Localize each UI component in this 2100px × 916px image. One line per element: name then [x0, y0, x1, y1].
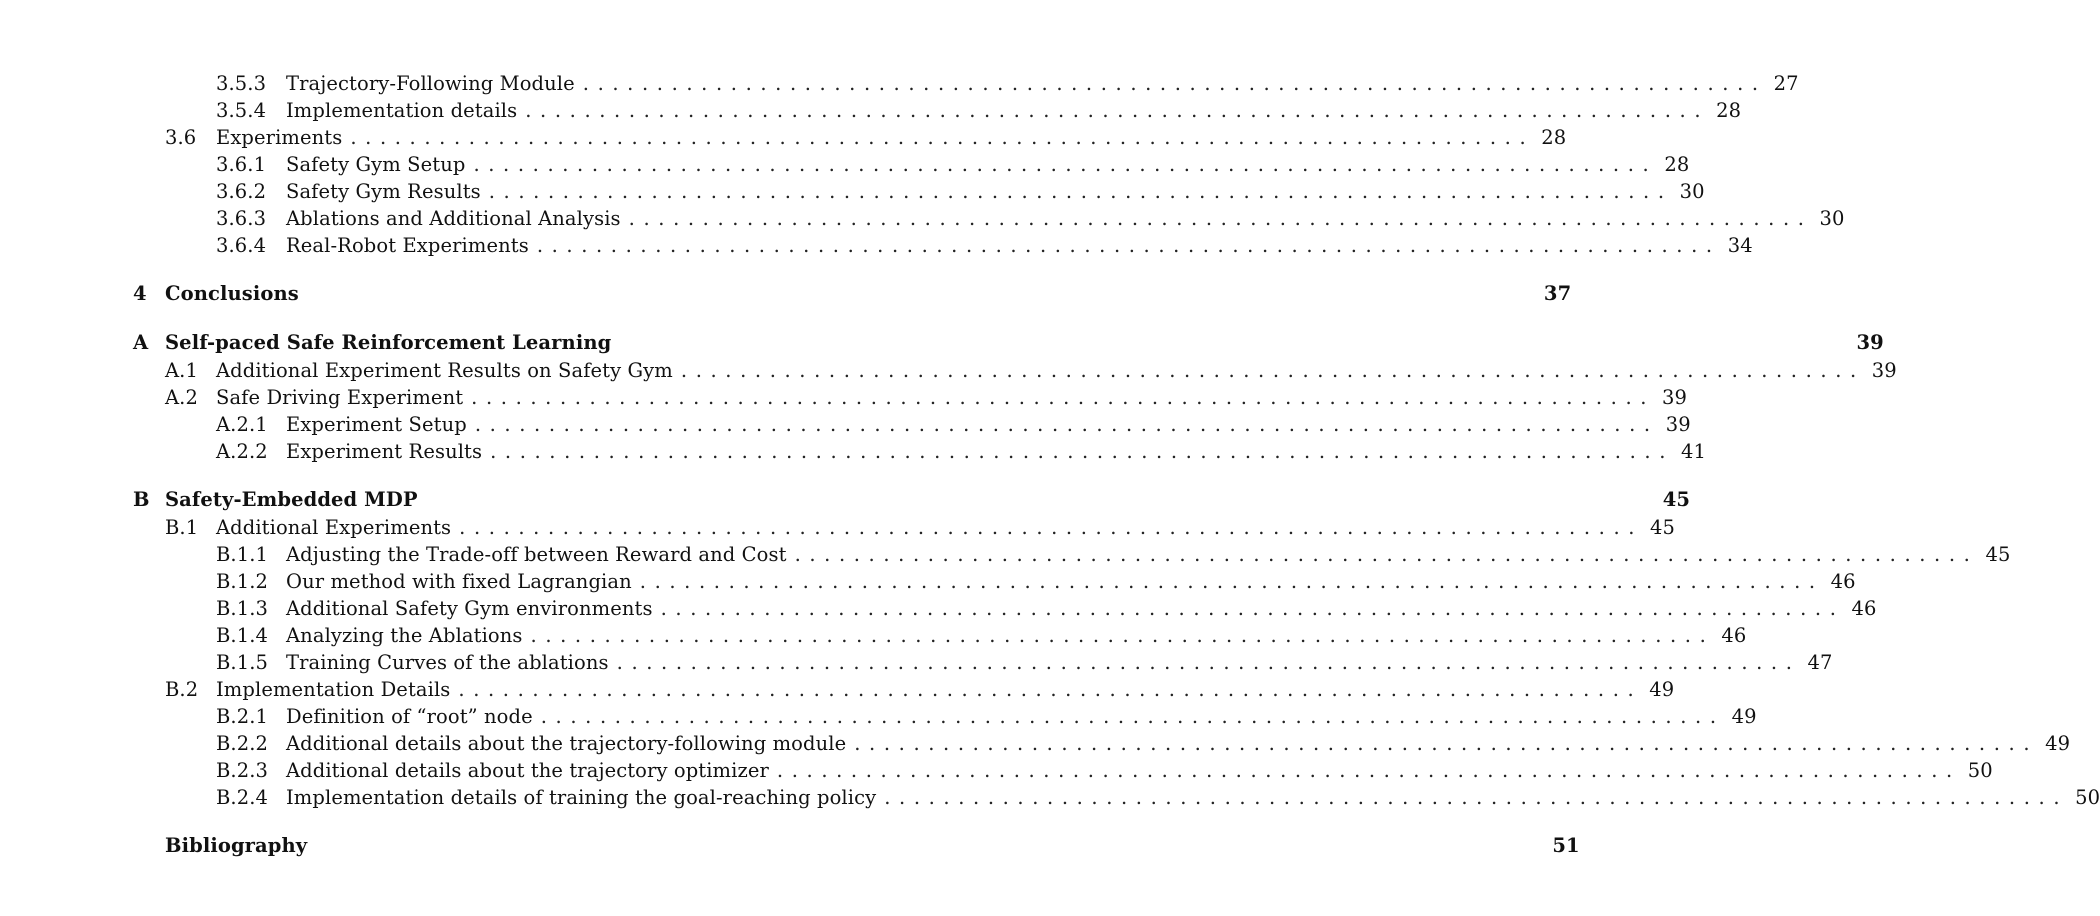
toc-entry-page: 46 [1851, 597, 1877, 620]
toc-entry-number: B.1.3 [216, 597, 269, 620]
toc-entry-number: 3.5.4 [216, 99, 267, 122]
toc-entry-number: A.2.2 [216, 440, 268, 463]
toc-entry-page: 30 [1679, 180, 1705, 203]
toc-entry-page: 49 [1649, 678, 1675, 701]
toc-entry-number: A.2 [165, 386, 198, 409]
toc-entry-number: B.2.2 [216, 732, 269, 755]
toc-entry-page: 39 [1856, 331, 1884, 354]
toc-entry-page: 30 [1819, 207, 1845, 230]
toc-entry-page: 39 [1665, 413, 1691, 436]
toc-entry-number: B.1.5 [216, 651, 269, 674]
toc-entry[interactable] [133, 651, 1833, 678]
toc-entry-number: 3.6 [165, 126, 197, 149]
toc-entry-page: 49 [2045, 732, 2071, 755]
dot-leader: ................................................................................ [884, 786, 2069, 809]
dot-leader: ................................................................................ [530, 624, 1715, 647]
toc-entry-page: 39 [1662, 386, 1688, 409]
toc-entry-title: Ablations and Additional Analysis [286, 207, 621, 230]
toc-entry[interactable] [133, 543, 2011, 570]
dot-leader: ................................................................................ [582, 72, 1767, 95]
toc-entry-title: Experiment Setup [286, 413, 467, 436]
dot-leader: ................................................................................ [458, 678, 1643, 701]
toc-entry[interactable] [133, 99, 1742, 126]
toc-entry-page: 46 [1721, 624, 1747, 647]
toc-entry-page: 28 [1664, 153, 1690, 176]
toc-entry-page: 28 [1716, 99, 1742, 122]
toc-entry[interactable] [133, 207, 1845, 234]
toc-entry-title: Analyzing the Ablations [286, 624, 523, 647]
toc-entry[interactable] [133, 732, 2071, 759]
toc-entry-title: Conclusions [165, 282, 299, 305]
toc-entry-page: 39 [1871, 359, 1897, 382]
toc-entry[interactable] [133, 331, 1884, 359]
toc-entry-title: Real-Robot Experiments [286, 234, 529, 257]
toc-entry-title: Trajectory-Following Module [286, 72, 575, 95]
toc-entry-page: 28 [1541, 126, 1567, 149]
toc-entry-page: 49 [1731, 705, 1757, 728]
toc-entry-number: B.1.1 [216, 543, 269, 566]
table-of-contents [133, 72, 2100, 862]
toc-entry-number: 3.6.3 [216, 207, 267, 230]
dot-leader: ................................................................................ [525, 99, 1710, 122]
toc-entry-title: Experiment Results [286, 440, 483, 463]
toc-entry[interactable] [133, 126, 1567, 153]
toc-entry-page: 47 [1807, 651, 1833, 674]
toc-entry-page: 27 [1773, 72, 1799, 95]
toc-entry[interactable] [133, 516, 1676, 543]
toc-entry-page: 46 [1830, 570, 1856, 593]
toc-entry[interactable] [133, 282, 1572, 310]
toc-entry-number: 4 [133, 282, 147, 305]
toc-entry-title: Safe Driving Experiment [216, 386, 464, 409]
toc-entry-number: B.2.1 [216, 705, 269, 728]
toc-entry-number: B.1.2 [216, 570, 269, 593]
toc-entry[interactable] [133, 759, 1993, 786]
toc-entry[interactable] [133, 153, 1690, 180]
toc-entry-number: A.1 [165, 359, 198, 382]
dot-leader: ................................................................................ [616, 651, 1801, 674]
toc-entry-title: Safety Gym Results [286, 180, 481, 203]
toc-entry-number: B.2.4 [216, 786, 269, 809]
toc-entry[interactable] [133, 705, 1757, 732]
toc-entry[interactable] [133, 413, 1691, 440]
toc-entry[interactable] [133, 570, 1856, 597]
toc-entry-number: B.2.3 [216, 759, 269, 782]
toc-entry[interactable] [133, 488, 1691, 516]
toc-entry-page: 34 [1727, 234, 1753, 257]
toc-entry-title: Safety-Embedded MDP [165, 488, 418, 511]
dot-leader: ................................................................................ [474, 413, 1659, 436]
dot-leader: ................................................................................ [680, 359, 1865, 382]
toc-entry-number: A [133, 331, 149, 354]
toc-entry-title: Definition of “root” node [286, 705, 533, 728]
toc-entry-page: 45 [1985, 543, 2011, 566]
dot-leader: ................................................................................ [776, 759, 1961, 782]
toc-entry-page: 37 [1543, 282, 1572, 305]
toc-entry-page: 50 [2075, 786, 2100, 809]
toc-entry-title: Safety Gym Setup [286, 153, 466, 176]
toc-entry-number: 3.6.4 [216, 234, 267, 257]
dot-leader: ................................................................................ [628, 207, 1813, 230]
toc-entry[interactable] [133, 624, 1747, 651]
toc-entry-number: B.2 [165, 678, 199, 701]
toc-entry-title: Additional Safety Gym environments [286, 597, 653, 620]
toc-entry-title: Implementation Details [216, 678, 451, 701]
toc-entry-title: Additional details about the trajectory optimizer [286, 759, 769, 782]
dot-leader: ................................................................................ [536, 234, 1721, 257]
toc-entry-number: B.1.4 [216, 624, 269, 647]
toc-entry-number: 3.6.2 [216, 180, 267, 203]
dot-leader: ................................................................................ [488, 180, 1673, 203]
toc-entry-number: A.2.1 [216, 413, 268, 436]
toc-entry-page: 45 [1650, 516, 1676, 539]
toc-entry-title: Training Curves of the ablations [286, 651, 609, 674]
toc-entry-title: Implementation details of training the goal-reaching policy [286, 786, 877, 809]
dot-leader: ................................................................................ [854, 732, 2039, 755]
toc-entry[interactable] [133, 597, 1877, 624]
dot-leader: ................................................................................ [660, 597, 1845, 620]
toc-entry[interactable] [133, 440, 1706, 467]
toc-entry[interactable] [133, 678, 1675, 705]
toc-entry-title: Bibliography [165, 834, 308, 857]
dot-leader: ................................................................................ [350, 126, 1535, 149]
toc-entry[interactable] [133, 180, 1705, 207]
toc-entry-title: Our method with fixed Lagrangian [286, 570, 632, 593]
toc-entry[interactable] [133, 359, 1897, 386]
dot-leader: ................................................................................ [471, 386, 1656, 409]
toc-entry-title: Self-paced Safe Reinforcement Learning [165, 331, 612, 354]
toc-entry-title: Additional details about the trajectory-following module [286, 732, 847, 755]
toc-entry-number: 3.5.3 [216, 72, 267, 95]
toc-entry-number: B.1 [165, 516, 199, 539]
dot-leader: ................................................................................ [473, 153, 1658, 176]
toc-entry[interactable] [133, 786, 2100, 813]
toc-entry-page: 41 [1680, 440, 1706, 463]
dot-leader: ................................................................................ [490, 440, 1674, 463]
toc-entry-page: 51 [1552, 834, 1580, 857]
dot-leader: ................................................................................ [639, 570, 1824, 593]
toc-entry[interactable] [133, 234, 1753, 261]
dot-leader: ................................................................................ [540, 705, 1725, 728]
toc-entry-page: 45 [1662, 488, 1691, 511]
dot-leader: ................................................................................ [459, 516, 1644, 539]
toc-entry-title: Additional Experiment Results on Safety Gym [216, 359, 673, 382]
toc-entry[interactable] [133, 386, 1688, 413]
toc-entry-page: 50 [1967, 759, 1993, 782]
toc-entry[interactable] [133, 72, 1799, 99]
toc-entry-number: B [133, 488, 150, 511]
toc-entry-number: 3.6.1 [216, 153, 267, 176]
toc-entry-title: Experiments [216, 126, 343, 149]
toc-entry-title: Implementation details [286, 99, 518, 122]
toc-entry-title: Adjusting the Trade-off between Reward and Cost [286, 543, 787, 566]
dot-leader: ................................................................................ [794, 543, 1979, 566]
toc-entry[interactable] [133, 834, 1580, 862]
toc-entry-title: Additional Experiments [216, 516, 452, 539]
